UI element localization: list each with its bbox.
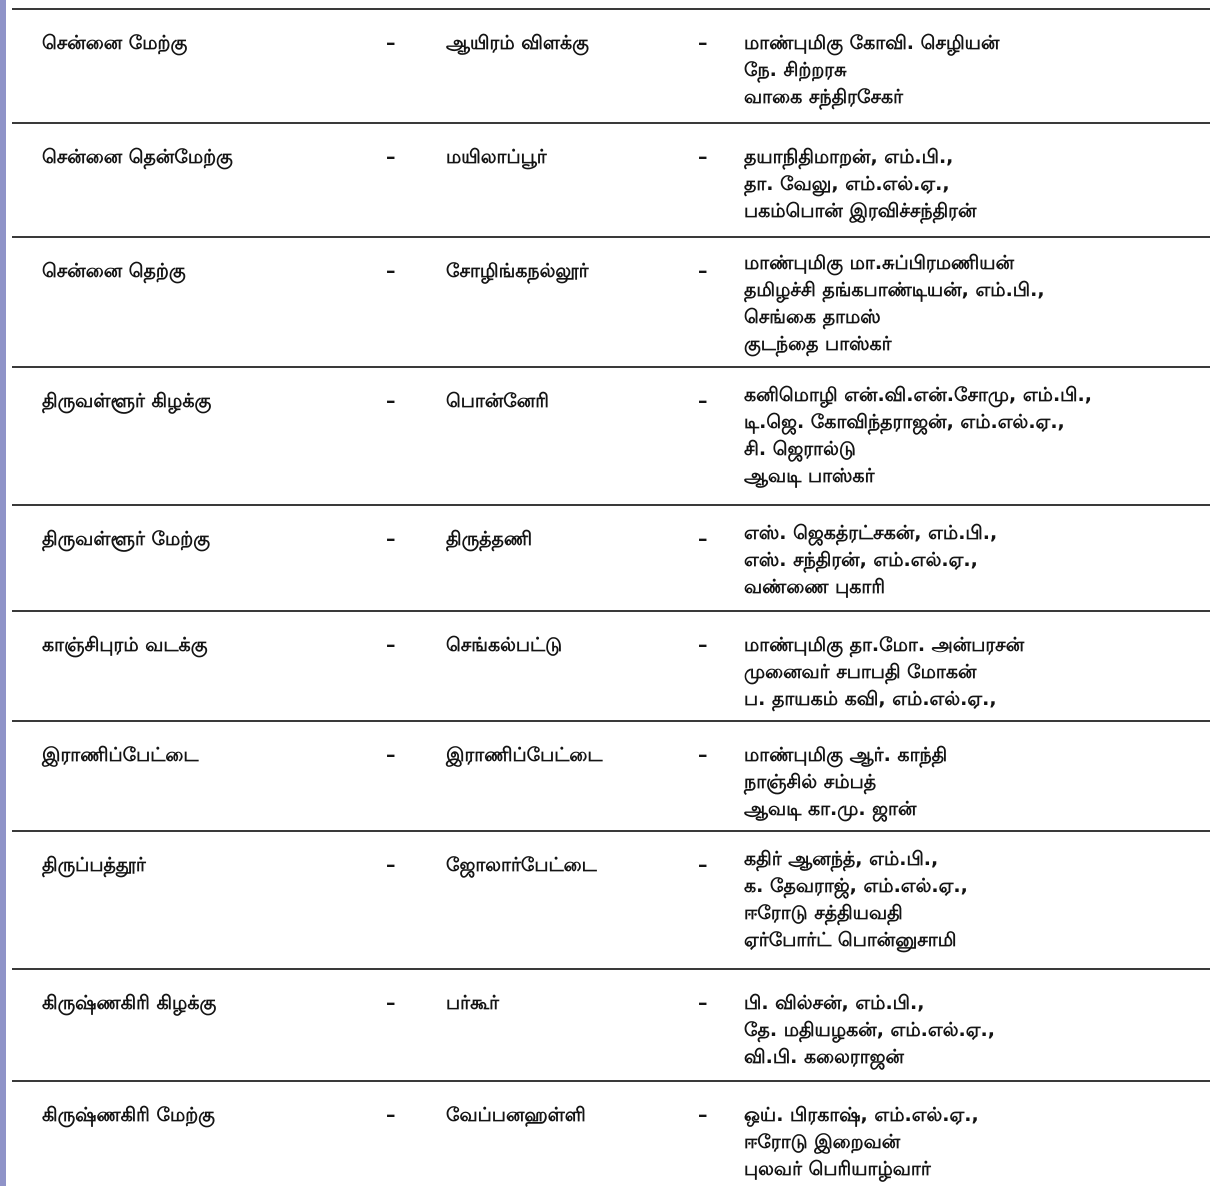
separator-dash: – [386, 634, 396, 656]
assigned-people [744, 846, 968, 954]
table-row [12, 10, 1210, 124]
separator-dash: – [698, 32, 708, 54]
district-name: சென்னை தென்மேற்கு [42, 146, 233, 168]
person-name: மாண்புமிகு தா.மோ. அன்பரசன் [744, 634, 1025, 656]
separator-dash: – [698, 1104, 708, 1126]
constituency-name: பர்கூர் [446, 992, 500, 1014]
assigned-people [744, 990, 995, 1071]
separator-dash: – [386, 260, 396, 282]
district-name: கிருஷ்ணகிரி கிழக்கு [42, 992, 217, 1014]
separator-dash: – [698, 390, 708, 412]
separator-dash: – [698, 634, 708, 656]
assigned-people [744, 1102, 979, 1183]
person-name: மாண்புமிகு மா.சுப்பிரமணியன் [744, 252, 1014, 274]
person-name: ஏர்போர்ட் பொன்னுசாமி [744, 929, 957, 951]
separator-dash: – [386, 854, 396, 876]
person-name: தமிழச்சி தங்கபாண்டியன், எம்.பி., [744, 279, 1045, 301]
table-row [12, 238, 1210, 368]
person-name: வாகை சந்திரசேகர் [744, 86, 904, 108]
constituency-name: திருத்தணி [446, 528, 533, 550]
separator-dash: – [386, 744, 396, 766]
constituency-name: ஜோலார்பேட்டை [446, 854, 597, 876]
assigned-people [744, 144, 976, 225]
person-name: தே. மதியழகன், எம்.எல்.ஏ., [744, 1019, 995, 1041]
district-name: கிருஷ்ணகிரி மேற்கு [42, 1104, 215, 1126]
person-name: வண்ணை புகாரி [744, 576, 886, 598]
district-name: திருவள்ளூர் கிழக்கு [42, 390, 212, 412]
person-name: மாண்புமிகு ஆர். காந்தி [744, 744, 948, 766]
separator-dash: – [386, 1104, 396, 1126]
separator-dash: – [698, 260, 708, 282]
person-name: ப. தாயகம் கவி, எம்.எல்.ஏ., [744, 688, 997, 710]
person-name: எஸ். ஜெகத்ரட்சகன், எம்.பி., [744, 522, 998, 544]
person-name: ஆவடி கா.மு. ஜான் [744, 798, 917, 820]
separator-dash: – [386, 528, 396, 550]
table-row [12, 832, 1210, 970]
assigned-people [744, 742, 947, 823]
assigned-people [744, 30, 999, 111]
constituency-name: செங்கல்பட்டு [446, 634, 563, 656]
person-name: முனைவர் சபாபதி மோகன் [744, 661, 977, 683]
assigned-people [744, 632, 1024, 713]
left-margin-rule [0, 0, 6, 1186]
table-row [12, 612, 1210, 722]
separator-dash: – [698, 528, 708, 550]
person-name: நாஞ்சில் சம்பத் [744, 771, 877, 793]
person-name: டி.ஜெ. கோவிந்தராஜன், எம்.எல்.ஏ., [744, 411, 1065, 433]
separator-dash: – [386, 992, 396, 1014]
person-name: தா. வேலு, எம்.எல்.ஏ., [744, 173, 950, 195]
constituency-name: சோழிங்கநல்லூர் [446, 260, 589, 282]
person-name: ஆவடி பாஸ்கர் [744, 465, 875, 487]
constituency-name: மயிலாப்பூர் [446, 146, 547, 168]
separator-dash: – [698, 744, 708, 766]
person-name: நே. சிற்றரசு [744, 59, 847, 81]
district-name: திருப்பத்தூர் [42, 854, 146, 876]
constituency-name: ஆயிரம் விளக்கு [446, 32, 589, 54]
constituency-name: வேப்பனஹள்ளி [446, 1104, 586, 1126]
assigned-people [744, 382, 1092, 490]
person-name: க. தேவராஜ், எம்.எல்.ஏ., [744, 875, 968, 897]
person-name: பி. வில்சன், எம்.பி., [744, 992, 925, 1014]
table-row [12, 124, 1210, 238]
separator-dash: – [386, 146, 396, 168]
person-name: பகம்பொன் இரவிச்சந்திரன் [744, 200, 977, 222]
table-row [12, 722, 1210, 832]
separator-dash: – [698, 992, 708, 1014]
person-name: எஸ். சந்திரன், எம்.எல்.ஏ., [744, 549, 978, 571]
person-name: மாண்புமிகு கோவி. செழியன் [744, 32, 1000, 54]
separator-dash: – [386, 390, 396, 412]
district-name: திருவள்ளூர் மேற்கு [42, 528, 210, 550]
table-row [12, 1082, 1210, 1186]
person-name: புலவர் பெரியாழ்வார் [744, 1158, 931, 1180]
separator-dash: – [698, 146, 708, 168]
person-name: தயாநிதிமாறன், எம்.பி., [744, 146, 954, 168]
assigned-people [744, 520, 997, 601]
district-name: காஞ்சிபுரம் வடக்கு [42, 634, 208, 656]
table-row [12, 368, 1210, 506]
assignment-table [12, 8, 1210, 1186]
person-name: வி.பி. கலைராஜன் [744, 1046, 904, 1068]
separator-dash: – [386, 32, 396, 54]
constituency-name: இராணிப்பேட்டை [446, 744, 603, 766]
assigned-people [744, 250, 1045, 358]
district-name: சென்னை மேற்கு [42, 32, 188, 54]
person-name: சி. ஜெரால்டு [744, 438, 856, 460]
person-name: ஈரோடு சத்தியவதி [744, 902, 903, 924]
person-name: ஒய். பிரகாஷ், எம்.எல்.ஏ., [744, 1104, 979, 1126]
constituency-name: பொன்னேரி [446, 390, 549, 412]
person-name: கனிமொழி என்.வி.என்.சோமு, எம்.பி., [744, 384, 1092, 406]
table-row [12, 506, 1210, 612]
person-name: குடந்தை பாஸ்கர் [744, 333, 892, 355]
separator-dash: – [698, 854, 708, 876]
table-row [12, 970, 1210, 1082]
district-name: இராணிப்பேட்டை [42, 744, 199, 766]
person-name: செங்கை தாமஸ் [744, 306, 881, 328]
person-name: ஈரோடு இறைவன் [744, 1131, 901, 1153]
person-name: கதிர் ஆனந்த், எம்.பி., [744, 848, 939, 870]
district-name: சென்னை தெற்கு [42, 260, 186, 282]
